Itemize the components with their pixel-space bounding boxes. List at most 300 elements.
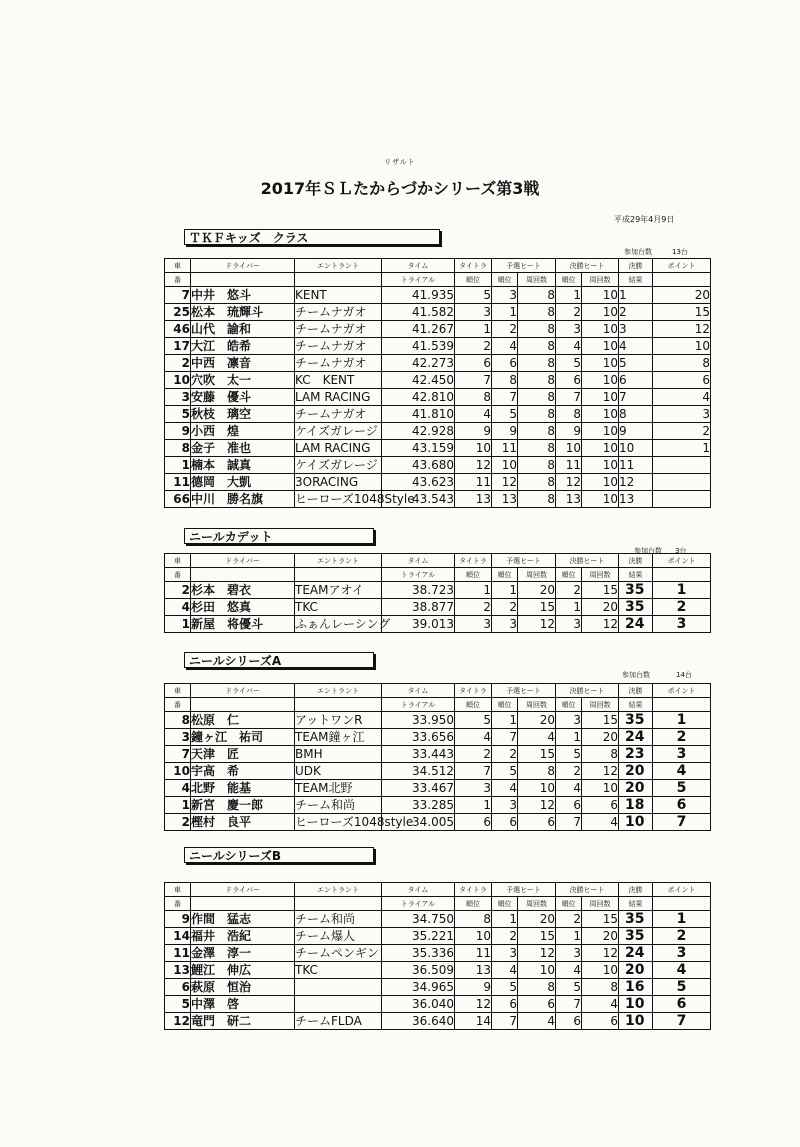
- driver-name: 穴吹 太一: [191, 372, 295, 389]
- table-row: [165, 1013, 711, 1030]
- table-row: [165, 355, 711, 372]
- prelim-position: 2: [492, 321, 518, 338]
- final-laps: 8: [582, 746, 619, 763]
- final-position: 12: [556, 474, 582, 491]
- trial-rank: 4: [455, 729, 492, 746]
- prelim-position: 7: [492, 729, 518, 746]
- trial-rank: 13: [455, 962, 492, 979]
- entrant-name: チームナガオ: [295, 304, 382, 321]
- final-position: 9: [556, 423, 582, 440]
- points: 5: [653, 780, 711, 797]
- entrant-name: TEAM鐘ヶ江: [295, 729, 382, 746]
- header-entrant: エントラント: [295, 259, 382, 273]
- entrant-name: ケイズガレージ: [295, 423, 382, 440]
- points: 4: [653, 389, 711, 406]
- header-entrant: エントラント: [295, 554, 382, 568]
- driver-name: 秋枝 璃空: [191, 406, 295, 423]
- final-laps: 10: [582, 491, 619, 508]
- page-title: 2017年ＳＬたからづかシリーズ第3戦: [260, 179, 540, 198]
- table-row: [165, 996, 711, 1013]
- final-position: 4: [556, 962, 582, 979]
- driver-name: 竜門 研二: [191, 1013, 295, 1030]
- prelim-position: 13: [492, 491, 518, 508]
- final-position: 5: [556, 355, 582, 372]
- entrant-name: チーム爆人: [295, 928, 382, 945]
- prelim-laps: 10: [518, 962, 556, 979]
- driver-name: 金子 准也: [191, 440, 295, 457]
- final-position: 4: [556, 780, 582, 797]
- entrant-name: チームナガオ: [295, 321, 382, 338]
- header-time-trial: タイム: [382, 883, 455, 897]
- entrant-name: チーム和尚: [295, 911, 382, 928]
- header-driver: ドライバー: [191, 883, 295, 897]
- final-laps: 10: [582, 457, 619, 474]
- class-title: ニールカデット: [184, 528, 374, 544]
- car-number: 10: [165, 372, 191, 389]
- prelim-laps: 6: [518, 996, 556, 1013]
- prelim-position: 5: [492, 979, 518, 996]
- table-row: [165, 797, 711, 814]
- driver-name: 杉本 碧衣: [191, 582, 295, 599]
- entries-value: 3台: [675, 547, 687, 555]
- driver-name: 新宮 慶一郎: [191, 797, 295, 814]
- header-final-laps: 周回数: [582, 568, 619, 582]
- header-row: [165, 554, 711, 568]
- header-final-heat: 決勝ヒート: [556, 684, 619, 698]
- results-table: [164, 882, 711, 1030]
- header-final-result: 決勝: [619, 684, 653, 698]
- header-blank: [191, 568, 295, 582]
- header-points: ポイント: [653, 883, 711, 897]
- car-number: 9: [165, 911, 191, 928]
- trial-time: 36.640: [382, 1013, 455, 1030]
- final-position: 2: [556, 304, 582, 321]
- car-number: 11: [165, 474, 191, 491]
- header-blank: [295, 568, 382, 582]
- final-position: 3: [556, 712, 582, 729]
- prelim-laps: 8: [518, 389, 556, 406]
- car-number: 5: [165, 996, 191, 1013]
- trial-time: 38.877: [382, 599, 455, 616]
- trial-rank: 14: [455, 1013, 492, 1030]
- trial-time: 41.582: [382, 304, 455, 321]
- car-number: 1: [165, 797, 191, 814]
- header-blank: [653, 897, 711, 911]
- document-header-label: リザルト: [384, 158, 416, 166]
- trial-rank: 10: [455, 928, 492, 945]
- final-laps: 10: [582, 304, 619, 321]
- entrant-name: ヒーローズ1048style: [295, 815, 414, 829]
- header-entrant: エントラント: [295, 684, 382, 698]
- final-laps: 10: [582, 780, 619, 797]
- final-result: 23: [619, 746, 653, 763]
- prelim-position: 1: [492, 582, 518, 599]
- header-final-result: 決勝: [619, 554, 653, 568]
- table-row: [165, 582, 711, 599]
- final-result: 7: [619, 389, 653, 406]
- final-position: 7: [556, 996, 582, 1013]
- trial-time: 34.512: [382, 763, 455, 780]
- car-number: 12: [165, 1013, 191, 1030]
- header-final-heat: 決勝ヒート: [556, 259, 619, 273]
- prelim-position: 2: [492, 746, 518, 763]
- final-position: 3: [556, 945, 582, 962]
- trial-rank: 12: [455, 457, 492, 474]
- final-laps: 10: [582, 372, 619, 389]
- prelim-laps: 12: [518, 945, 556, 962]
- car-number: 3: [165, 729, 191, 746]
- driver-name: 小西 煌: [191, 423, 295, 440]
- final-result: 24: [619, 945, 653, 962]
- header-blank: [191, 273, 295, 287]
- car-number: 2: [165, 355, 191, 372]
- prelim-laps: 8: [518, 423, 556, 440]
- table-row: [165, 440, 711, 457]
- header-final-laps: 周回数: [582, 897, 619, 911]
- header-driver: ドライバー: [191, 259, 295, 273]
- final-laps: 10: [582, 474, 619, 491]
- trial-rank: 10: [455, 440, 492, 457]
- final-position: 7: [556, 814, 582, 831]
- trial-rank: 6: [455, 814, 492, 831]
- table-row: [165, 780, 711, 797]
- final-result: 2: [619, 304, 653, 321]
- final-laps: 4: [582, 814, 619, 831]
- table-row: [165, 763, 711, 780]
- car-number: 17: [165, 338, 191, 355]
- table-row: [165, 945, 711, 962]
- header-final-result: 決勝: [619, 259, 653, 273]
- final-position: 1: [556, 928, 582, 945]
- trial-time: 35.221: [382, 928, 455, 945]
- table-row: [165, 372, 711, 389]
- prelim-position: 7: [492, 389, 518, 406]
- prelim-laps: 20: [518, 911, 556, 928]
- table-row: [165, 928, 711, 945]
- header-car-number-2: 番: [165, 897, 191, 911]
- trial-rank: 1: [455, 321, 492, 338]
- header-prelim-pos: 順位: [492, 698, 518, 712]
- car-number: 4: [165, 780, 191, 797]
- trial-time: 41.810: [382, 406, 455, 423]
- points: 6: [653, 372, 711, 389]
- driver-name: 楠本 誠真: [191, 457, 295, 474]
- header-final-pos: 順位: [556, 568, 582, 582]
- trial-rank: 3: [455, 616, 492, 633]
- table-row: [165, 457, 711, 474]
- final-result: 35: [619, 582, 653, 599]
- header-row: [165, 568, 711, 582]
- final-result: 1: [619, 287, 653, 304]
- final-laps: 12: [582, 945, 619, 962]
- points: 3: [653, 945, 711, 962]
- driver-name: 萩原 恒治: [191, 979, 295, 996]
- car-number: 8: [165, 712, 191, 729]
- trial-rank: 2: [455, 746, 492, 763]
- trial-time: 41.935: [382, 287, 455, 304]
- entrant-name: チームナガオ: [295, 355, 382, 372]
- entrant-name: LAM RACING: [295, 440, 382, 457]
- header-car-number-2: 番: [165, 698, 191, 712]
- prelim-laps: 8: [518, 287, 556, 304]
- points: 6: [653, 797, 711, 814]
- car-number: 1: [165, 616, 191, 633]
- trial-time: 43.543: [382, 491, 455, 508]
- prelim-laps: 8: [518, 304, 556, 321]
- prelim-position: 9: [492, 423, 518, 440]
- header-driver: ドライバー: [191, 554, 295, 568]
- table-row: [165, 814, 711, 831]
- header-blank: [191, 897, 295, 911]
- entrant-name: KC KENT: [295, 372, 382, 389]
- trial-time: 42.928: [382, 423, 455, 440]
- prelim-laps: 8: [518, 321, 556, 338]
- final-position: 6: [556, 797, 582, 814]
- final-result: 20: [619, 962, 653, 979]
- entrant-name: BMH: [295, 746, 382, 763]
- final-laps: 10: [582, 321, 619, 338]
- entrant-name: チームFLDA: [295, 1013, 382, 1030]
- points: 1: [653, 911, 711, 928]
- table-row: [165, 491, 711, 508]
- prelim-laps: 12: [518, 616, 556, 633]
- points: 3: [653, 406, 711, 423]
- header-blank: [191, 698, 295, 712]
- prelim-laps: 8: [518, 763, 556, 780]
- prelim-position: 5: [492, 406, 518, 423]
- points: 2: [653, 928, 711, 945]
- header-blank: [653, 273, 711, 287]
- final-result: 3: [619, 321, 653, 338]
- final-position: 1: [556, 287, 582, 304]
- trial-time: 41.267: [382, 321, 455, 338]
- prelim-position: 4: [492, 338, 518, 355]
- prelim-laps: 8: [518, 372, 556, 389]
- trial-rank: 11: [455, 945, 492, 962]
- table-row: [165, 423, 711, 440]
- header-blank: [653, 698, 711, 712]
- final-result: 4: [619, 338, 653, 355]
- trial-rank: 1: [455, 797, 492, 814]
- header-points: ポイント: [653, 554, 711, 568]
- prelim-position: 3: [492, 616, 518, 633]
- prelim-laps: 8: [518, 355, 556, 372]
- event-date: 平成29年4月9日: [614, 215, 675, 224]
- trial-time: 43.159: [382, 440, 455, 457]
- trial-time: 34.965: [382, 979, 455, 996]
- prelim-laps: 12: [518, 797, 556, 814]
- final-position: 5: [556, 979, 582, 996]
- car-number: 9: [165, 423, 191, 440]
- final-position: 6: [556, 1013, 582, 1030]
- table-row: [165, 729, 711, 746]
- trial-time: 35.336: [382, 945, 455, 962]
- prelim-position: 3: [492, 945, 518, 962]
- final-result: 12: [619, 474, 653, 491]
- header-tt-rank-2: 順位: [455, 568, 492, 582]
- final-result: 35: [619, 712, 653, 729]
- points: [653, 491, 711, 508]
- final-laps: 20: [582, 729, 619, 746]
- header-final-result-2: 結果: [619, 698, 653, 712]
- header-final-pos: 順位: [556, 273, 582, 287]
- entries-value: 13台: [672, 248, 688, 256]
- points: 1: [653, 582, 711, 599]
- entrant-name: [295, 996, 382, 1013]
- final-result: 10: [619, 996, 653, 1013]
- prelim-laps: 15: [518, 928, 556, 945]
- header-final-result-2: 結果: [619, 568, 653, 582]
- prelim-laps: 15: [518, 746, 556, 763]
- table-row: [165, 287, 711, 304]
- car-number: 11: [165, 945, 191, 962]
- prelim-position: 6: [492, 355, 518, 372]
- prelim-laps: 6: [518, 814, 556, 831]
- header-car-number: 車: [165, 554, 191, 568]
- header-prelim-pos: 順位: [492, 568, 518, 582]
- prelim-position: 3: [492, 797, 518, 814]
- driver-name: 北野 能基: [191, 780, 295, 797]
- entrant-name: ふぁんレーシング: [295, 617, 391, 631]
- header-final-heat: 決勝ヒート: [556, 554, 619, 568]
- final-result: 35: [619, 599, 653, 616]
- header-time-trial-2: トライアル: [382, 698, 455, 712]
- final-laps: 15: [582, 712, 619, 729]
- header-time-trial: タイム: [382, 259, 455, 273]
- header-row: [165, 883, 711, 897]
- trial-time: 36.040: [382, 996, 455, 1013]
- header-tt-rank: タイトラ: [455, 554, 492, 568]
- car-number: 10: [165, 763, 191, 780]
- points: 6: [653, 996, 711, 1013]
- header-final-pos: 順位: [556, 698, 582, 712]
- header-tt-rank-2: 順位: [455, 897, 492, 911]
- final-result: 10: [619, 440, 653, 457]
- points: 20: [653, 287, 711, 304]
- trial-rank: 7: [455, 763, 492, 780]
- points: [653, 474, 711, 491]
- header-final-result: 決勝: [619, 883, 653, 897]
- trial-rank: 5: [455, 712, 492, 729]
- header-blank: [295, 273, 382, 287]
- final-laps: 10: [582, 440, 619, 457]
- header-row: [165, 897, 711, 911]
- driver-name: 大江 皓希: [191, 338, 295, 355]
- trial-time: 33.656: [382, 729, 455, 746]
- final-position: 4: [556, 338, 582, 355]
- prelim-position: 1: [492, 712, 518, 729]
- trial-time: 33.443: [382, 746, 455, 763]
- final-result: 16: [619, 979, 653, 996]
- header-final-heat: 決勝ヒート: [556, 883, 619, 897]
- prelim-laps: 20: [518, 582, 556, 599]
- trial-time: 43.623: [382, 474, 455, 491]
- final-laps: 10: [582, 389, 619, 406]
- final-position: 11: [556, 457, 582, 474]
- entrant-name: 3ORACING: [295, 474, 382, 491]
- header-time-trial-2: トライアル: [382, 568, 455, 582]
- table-row: [165, 616, 711, 633]
- class-title: ニールシリーズB: [184, 847, 374, 863]
- prelim-position: 3: [492, 287, 518, 304]
- car-number: 8: [165, 440, 191, 457]
- prelim-position: 7: [492, 1013, 518, 1030]
- trial-time: 34.750: [382, 911, 455, 928]
- final-position: 13: [556, 491, 582, 508]
- trial-rank: 8: [455, 911, 492, 928]
- prelim-position: 12: [492, 474, 518, 491]
- entrant-name: UDK: [295, 763, 382, 780]
- final-laps: 10: [582, 338, 619, 355]
- header-tt-rank: タイトラ: [455, 684, 492, 698]
- header-prelim-heat: 予選ヒート: [492, 259, 556, 273]
- points: 1: [653, 440, 711, 457]
- final-laps: 10: [582, 962, 619, 979]
- trial-time: 36.509: [382, 962, 455, 979]
- header-car-number: 車: [165, 883, 191, 897]
- prelim-laps: 8: [518, 338, 556, 355]
- final-laps: 10: [582, 406, 619, 423]
- header-points: ポイント: [653, 259, 711, 273]
- prelim-laps: 4: [518, 1013, 556, 1030]
- header-tt-rank: タイトラ: [455, 883, 492, 897]
- class-title: ＴＫＦキッズ クラス: [184, 229, 440, 245]
- header-tt-rank: タイトラ: [455, 259, 492, 273]
- header-prelim-laps: 周回数: [518, 897, 556, 911]
- entrant-name: TKC: [295, 599, 382, 616]
- entrant-name: ケイズガレージ: [295, 457, 382, 474]
- table-row: [165, 712, 711, 729]
- driver-name: 天津 匠: [191, 746, 295, 763]
- prelim-position: 2: [492, 599, 518, 616]
- trial-rank: 9: [455, 423, 492, 440]
- final-result: 24: [619, 729, 653, 746]
- prelim-laps: 10: [518, 780, 556, 797]
- driver-name: 金澤 淳一: [191, 945, 295, 962]
- table-row: [165, 304, 711, 321]
- table-row: [165, 599, 711, 616]
- trial-rank: 3: [455, 304, 492, 321]
- car-number: 5: [165, 406, 191, 423]
- header-prelim-heat: 予選ヒート: [492, 554, 556, 568]
- entrant-name: チーム和尚: [295, 797, 382, 814]
- table-row: [165, 321, 711, 338]
- trial-time: 33.467: [382, 780, 455, 797]
- trial-time: 42.810: [382, 389, 455, 406]
- final-laps: 8: [582, 979, 619, 996]
- header-time-trial: タイム: [382, 684, 455, 698]
- header-prelim-laps: 周回数: [518, 698, 556, 712]
- header-car-number-2: 番: [165, 568, 191, 582]
- header-car-number: 車: [165, 684, 191, 698]
- entries-label: 参加台数: [634, 547, 662, 555]
- trial-rank: 11: [455, 474, 492, 491]
- points: 8: [653, 355, 711, 372]
- final-laps: 10: [582, 287, 619, 304]
- header-car-number: 車: [165, 259, 191, 273]
- trial-time: 34.005: [382, 814, 455, 831]
- trial-time: 38.723: [382, 582, 455, 599]
- header-row: [165, 273, 711, 287]
- results-table: [164, 553, 711, 633]
- trial-rank: 7: [455, 372, 492, 389]
- header-prelim-pos: 順位: [492, 273, 518, 287]
- car-number: 4: [165, 599, 191, 616]
- header-row: [165, 259, 711, 273]
- header-final-result-2: 結果: [619, 897, 653, 911]
- car-number: 25: [165, 304, 191, 321]
- prelim-position: 4: [492, 962, 518, 979]
